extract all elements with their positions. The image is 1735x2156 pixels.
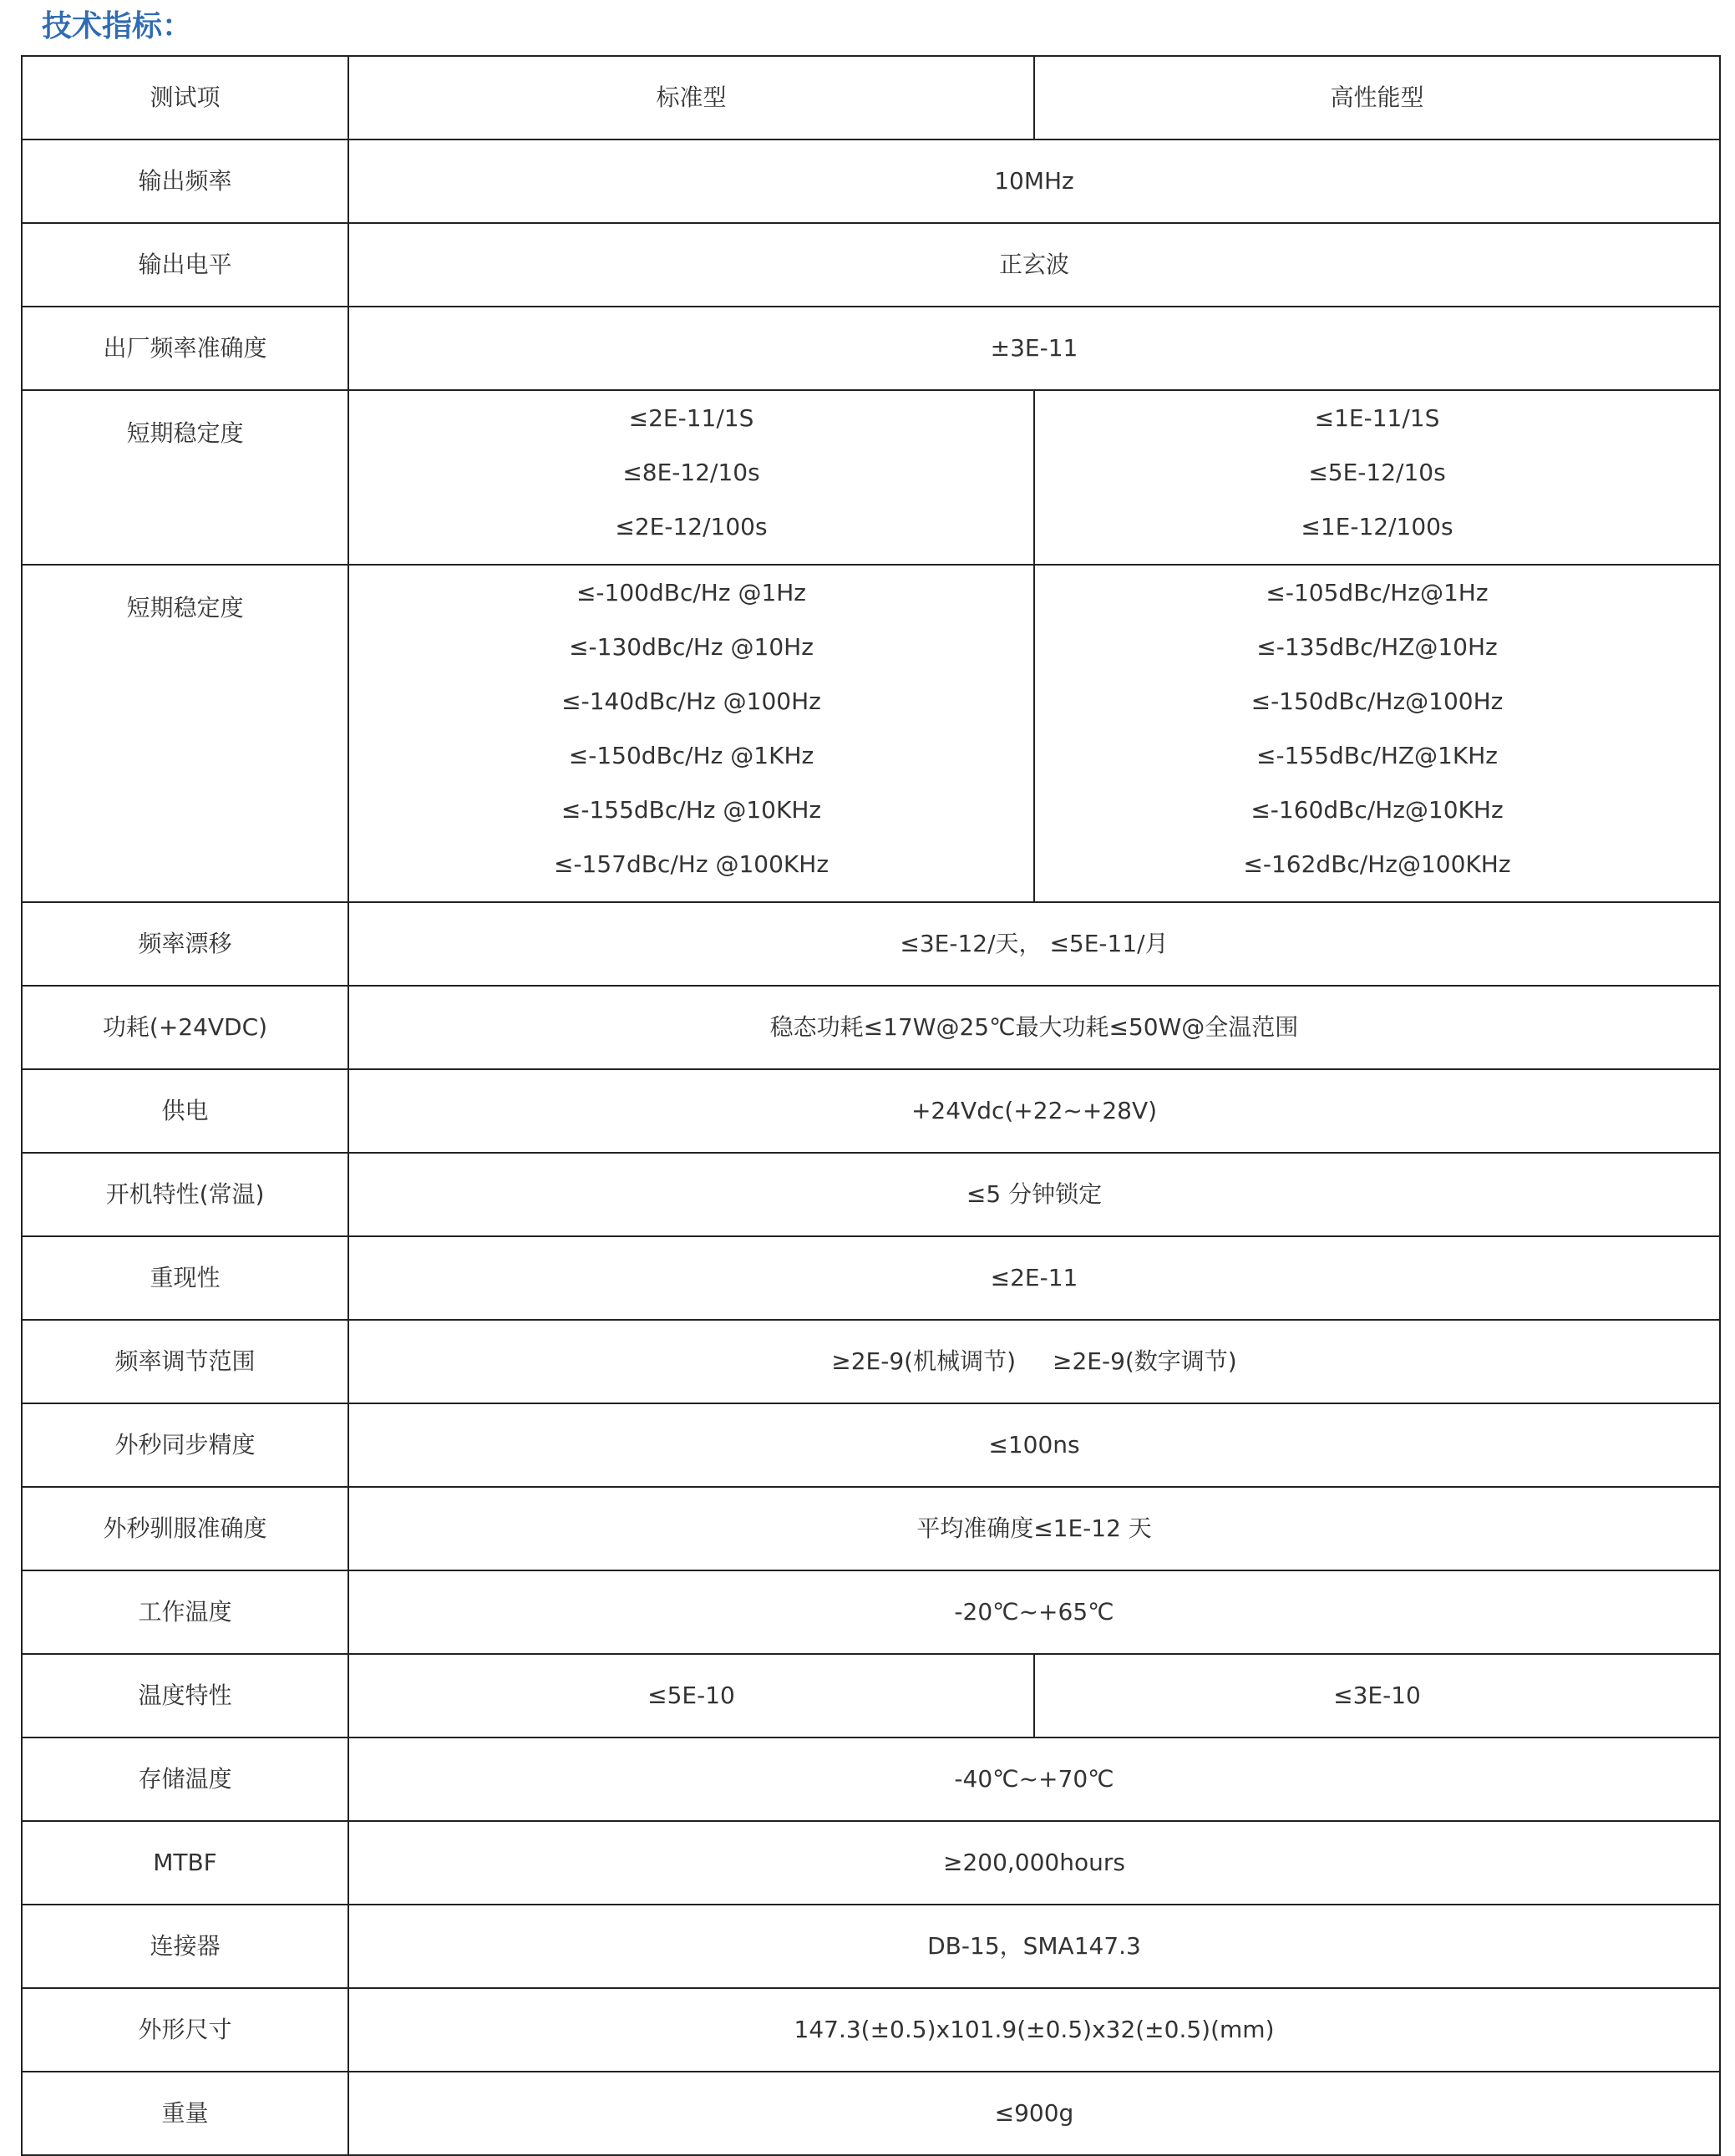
value-line: ≤-157dBc/Hz @100KHz <box>553 850 829 878</box>
value-line: ≤2E-11/1S <box>628 404 754 432</box>
row-label: 频率调节范围 <box>22 1320 348 1403</box>
row-value: -20℃~+65℃ <box>348 1570 1720 1654</box>
row-label: 重量 <box>22 2072 348 2155</box>
value-line: ≤-150dBc/Hz @1KHz <box>568 742 814 769</box>
table-row <box>22 565 1720 902</box>
table-row <box>22 1236 1720 1320</box>
value-line: ≤-155dBc/Hz @10KHz <box>561 796 822 824</box>
row-value: 稳态功耗≤17W@25℃最大功耗≤50W@全温范围 <box>348 986 1720 1069</box>
standard-value: ≤5E-10 <box>348 1654 1034 1737</box>
value-line: ≤5E-12/10s <box>1308 459 1446 486</box>
value-line: ≤1E-12/100s <box>1301 513 1453 540</box>
high-values <box>1034 565 1720 902</box>
row-value: +24Vdc(+22~+28V) <box>348 1069 1720 1153</box>
header-item: 测试项 <box>22 56 348 140</box>
value-line: ≤-100dBc/Hz @1Hz <box>576 579 807 606</box>
value-line: ≤2E-12/100s <box>615 513 768 540</box>
row-label: MTBF <box>22 1821 348 1905</box>
value-line: ≤-140dBc/Hz @100Hz <box>561 687 821 715</box>
section-title: 技术指标： <box>42 9 193 43</box>
table-row <box>22 307 1720 390</box>
table-row <box>22 1403 1720 1487</box>
table-row <box>22 1570 1720 1654</box>
high-values <box>1034 390 1720 565</box>
table-row <box>22 390 1720 565</box>
row-label: 连接器 <box>22 1905 348 1988</box>
value-line: ≤-105dBc/Hz@1Hz <box>1266 579 1489 606</box>
row-label: 供电 <box>22 1069 348 1153</box>
row-value: -40℃~+70℃ <box>348 1737 1720 1821</box>
value-line: ≤1E-11/1S <box>1314 404 1440 432</box>
table-row <box>22 986 1720 1069</box>
table-row <box>22 1905 1720 1988</box>
row-label: 重现性 <box>22 1236 348 1320</box>
table-row <box>22 1737 1720 1821</box>
row-label: 短期稳定度 <box>22 565 348 902</box>
standard-values <box>348 565 1034 902</box>
row-value: ≤900g <box>348 2072 1720 2155</box>
header-standard: 标准型 <box>348 56 1034 140</box>
row-value: 正玄波 <box>348 223 1720 307</box>
table-row <box>22 2072 1720 2155</box>
row-value: ≤100ns <box>348 1403 1720 1487</box>
standard-values <box>348 390 1034 565</box>
table-row <box>22 1153 1720 1236</box>
row-value: ±3E-11 <box>348 307 1720 390</box>
table-row <box>22 1069 1720 1153</box>
value-line: ≤-162dBc/Hz@100KHz <box>1243 850 1511 878</box>
table-row <box>22 902 1720 986</box>
value-line: ≤-130dBc/Hz @10Hz <box>569 633 814 661</box>
row-label: 频率漂移 <box>22 902 348 986</box>
value-digital: ≥2E-9(数字调节) <box>1053 1347 1237 1375</box>
row-label: 外秒驯服准确度 <box>22 1487 348 1570</box>
table-row <box>22 1654 1720 1737</box>
row-label: 功耗(+24VDC) <box>22 986 348 1069</box>
row-label: 开机特性(常温) <box>22 1153 348 1236</box>
table-row <box>22 140 1720 223</box>
value-line: ≤-160dBc/Hz@10KHz <box>1251 796 1504 824</box>
spec-table <box>21 55 1721 2156</box>
value-line: ≤-150dBc/Hz@100Hz <box>1251 687 1504 715</box>
row-label: 出厂频率准确度 <box>22 307 348 390</box>
row-label: 温度特性 <box>22 1654 348 1737</box>
row-value: ≤3E-12/天， ≤5E-11/月 <box>348 902 1720 986</box>
value-mechanical: ≥2E-9(机械调节) <box>831 1347 1016 1375</box>
row-label: 外形尺寸 <box>22 1988 348 2072</box>
row-label: 输出电平 <box>22 223 348 307</box>
table-row <box>22 1988 1720 2072</box>
value-line: ≤8E-12/10s <box>622 459 760 486</box>
table-row <box>22 1487 1720 1570</box>
row-value: ≥200,000hours <box>348 1821 1720 1905</box>
row-label: 工作温度 <box>22 1570 348 1654</box>
row-value: 10MHz <box>348 140 1720 223</box>
row-value: 147.3(±0.5)x101.9(±0.5)x32(±0.5)(mm) <box>348 1988 1720 2072</box>
row-label: 短期稳定度 <box>22 390 348 565</box>
table-row <box>22 223 1720 307</box>
row-value <box>348 1320 1720 1403</box>
header-high-performance: 高性能型 <box>1034 56 1720 140</box>
row-label: 外秒同步精度 <box>22 1403 348 1487</box>
row-label: 存储温度 <box>22 1737 348 1821</box>
row-label: 输出频率 <box>22 140 348 223</box>
table-row <box>22 1821 1720 1905</box>
value-line: ≤-135dBc/HZ@10Hz <box>1256 633 1498 661</box>
row-value: ≤2E-11 <box>348 1236 1720 1320</box>
row-value: ≤5 分钟锁定 <box>348 1153 1720 1236</box>
table-row <box>22 1320 1720 1403</box>
high-value: ≤3E-10 <box>1034 1654 1720 1737</box>
row-value: 平均准确度≤1E-12 天 <box>348 1487 1720 1570</box>
value-line: ≤-155dBc/HZ@1KHz <box>1256 742 1498 769</box>
header-row <box>22 56 1720 140</box>
row-value: DB-15，SMA147.3 <box>348 1905 1720 1988</box>
